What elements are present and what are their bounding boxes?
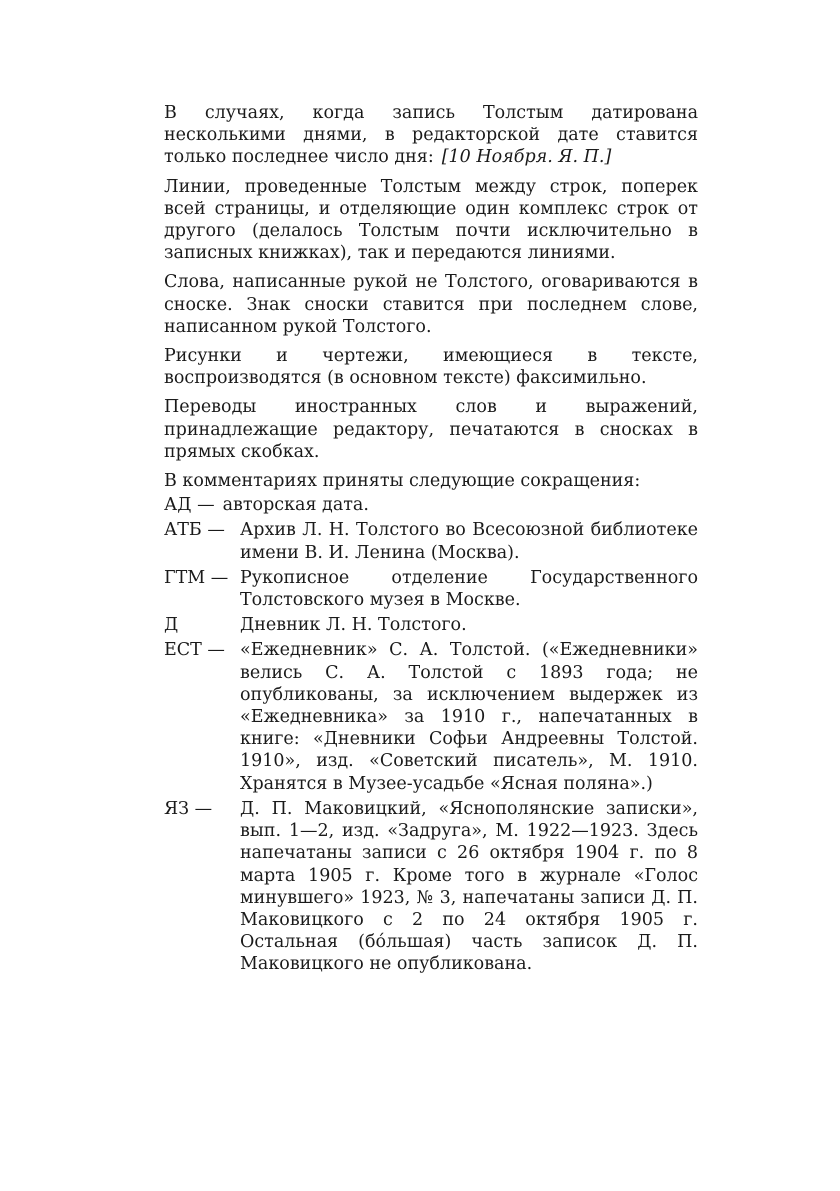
paragraph-words: Слова, написанные рукой не Толстого, оговариваются в сноске. Знак сноски ставится при последнем слове, написанном рукой Толстого.: [164, 272, 698, 337]
abbreviation-list: [164, 494, 698, 975]
abbreviation-key: ГТМ —: [164, 567, 229, 588]
abbreviation-desc: Дневник Л. Н. Толстого.: [240, 615, 467, 636]
abbreviation-desc: Д. П. Маковицкий, «Яснополянские записки», вып. 1—2, изд. «Задруга», М. 1922—1923. Здесь напечатаны записи с 26 октября 1904 г. по 8 марта 1905 г. Кроме того в журнале «Голос минувшего» 1923, № 3, напечатаны записи Д. П. Маковицкого с 2 по 24 октября 1905 г. Остальная (бо́льшая) часть записок Д. П. Маковицкого не опубликована.: [240, 798, 698, 975]
abbreviation-desc: «Ежедневник» С. А. Толстой. («Ежедневники» велись С. А. Толстой с 1893 года; не опубликованы, за исключением выдержек из «Ежедневника» за 1910 г., напечатанных в книге: «Дневники Софьи Андреевны Толстой. 1910», изд. «Советский писатель», М. 1910. Хранятся в Музее-усадьбе «Ясная поляна».): [240, 640, 698, 794]
abbreviation-key: АД —: [164, 495, 215, 516]
abbreviation-desc: Архив Л. Н. Толстого во Всесоюзной библиотеке имени В. И. Ленина (Москва).: [240, 520, 698, 563]
abbreviation-key: АТБ —: [164, 520, 225, 541]
abbreviation-item: [164, 519, 698, 563]
abbreviation-item: [164, 798, 698, 976]
paragraph-abbreviations-intro: В комментариях приняты следующие сокращения:: [164, 471, 641, 492]
paragraph-dating-text: В случаях, когда запись Толстым датирована несколькими днями, в редакторской дате ставится только последнее число дня:: [164, 103, 698, 168]
paragraph-dating: [164, 102, 698, 169]
abbreviation-key: ЯЗ —: [164, 798, 213, 819]
date-note-example: [10 Ноября. Я. П.]: [441, 147, 612, 168]
abbreviation-key: ЕСТ —: [164, 640, 225, 661]
abbreviation-desc: Рукописное отделение Государственного Толстовского музея в Москве.: [240, 567, 698, 611]
abbreviation-desc: авторская дата.: [222, 495, 369, 516]
page-text: [164, 102, 698, 979]
abbreviation-item: [164, 494, 698, 516]
abbreviation-item: [164, 639, 698, 794]
paragraph-lines: Линии, проведенные Толстым между строк, поперек всей страницы, и отделяющие один комплекс строк от другого (делалось Толстым почти исключительно в записных книжках), так и передаются линиями.: [164, 176, 698, 264]
abbreviation-item: [164, 567, 698, 611]
paragraph-translations: Переводы иностранных слов и выражений, принадлежащие редактору, печатаются в сносках в прямых скобках.: [164, 397, 698, 462]
abbreviation-key: Д: [164, 615, 179, 636]
paragraph-drawings: Рисунки и чертежи, имеющиеся в тексте, воспроизводятся (в основном тексте) факсимильно.: [164, 346, 698, 389]
abbreviation-item: [164, 614, 698, 636]
